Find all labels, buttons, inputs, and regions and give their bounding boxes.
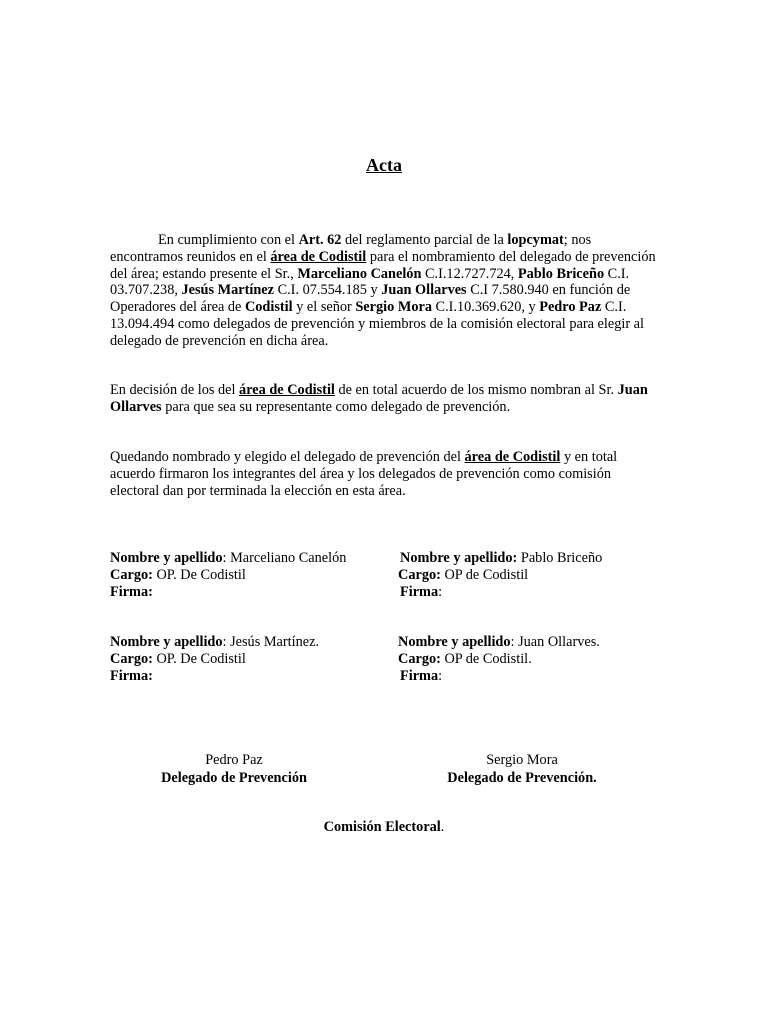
- bold-text: Juan Ollarves: [381, 282, 467, 299]
- cargo-label: Cargo:: [398, 650, 441, 667]
- cargo-value: OP de Codistil.: [440, 650, 532, 667]
- text: C.I. 03.707.238,: [110, 265, 630, 299]
- name-value: Marceliano Canelón: [230, 550, 347, 566]
- cargo-value: OP. De Codistil: [152, 566, 246, 583]
- name-line: [110, 550, 346, 567]
- text: En cumplimiento con el: [158, 232, 299, 248]
- firma-line: [398, 668, 600, 685]
- bold-text: Marceliano Canelón: [297, 265, 422, 282]
- separator: :: [438, 667, 443, 684]
- firma-label: Firma:: [110, 583, 153, 600]
- cargo-label: Cargo:: [398, 566, 441, 583]
- separator: :: [510, 634, 519, 650]
- firma-line: [110, 584, 346, 601]
- paragraph-conclusion: [110, 449, 658, 499]
- cargo-line: [398, 651, 600, 668]
- commission-label: Comisión Electoral: [323, 819, 441, 835]
- name-label: Nombre y apellido: [398, 634, 511, 650]
- underlined-bold-text: área de Codistil: [270, 248, 367, 265]
- signature-block-2: [398, 550, 602, 600]
- bold-text: Sergio Mora: [355, 299, 432, 316]
- underlined-bold-text: área de Codistil: [464, 449, 561, 465]
- name-line: [398, 550, 602, 567]
- firma-label: Firma: [400, 667, 439, 684]
- text: y el señor: [292, 299, 356, 316]
- name-label: Nombre y apellido:: [400, 550, 518, 566]
- text: C.I. 13.094.494 como delegados de prevención y miembros de la comisión electoral para elegir al delegado de prevención en dicha área.: [110, 299, 644, 349]
- text: C.I.10.369.620, y: [431, 299, 540, 316]
- cargo-label: Cargo:: [110, 566, 153, 583]
- name-label: Nombre y apellido: [110, 634, 223, 650]
- delegate-role: Delegado de Prevención.: [447, 770, 597, 786]
- firma-label: Firma:: [110, 667, 153, 684]
- name-value: Pablo Briceño: [520, 550, 603, 566]
- document-title: Acta: [366, 155, 402, 175]
- name-line: [398, 634, 600, 651]
- delegate-block-2: [412, 751, 632, 787]
- cargo-line: [398, 567, 602, 584]
- bold-text: Pablo Briceño: [517, 265, 605, 282]
- cargo-line: [110, 567, 346, 584]
- separator: :: [222, 634, 231, 650]
- text: para el nombramiento del delegado de prevención del área; estando presente el Sr.,: [110, 248, 656, 282]
- text: para que sea su representante como delegado de prevención.: [161, 398, 511, 415]
- text: C.I. 07.554.185 y: [274, 282, 382, 299]
- underlined-bold-text: área de Codistil: [239, 382, 335, 398]
- name-line: [110, 634, 319, 651]
- text: C.I 7.580.940 en función de Operadores del área de: [110, 282, 631, 316]
- cargo-value: OP de Codistil: [440, 566, 529, 583]
- text: de en total acuerdo de los mismo nombran al Sr.: [334, 382, 618, 398]
- signature-block-1: [110, 550, 346, 600]
- text: del reglamento parcial de la: [341, 232, 508, 248]
- bold-text: Pedro Paz: [539, 299, 602, 316]
- signature-block-4: [398, 634, 600, 684]
- text: ; nos encontramos reunidos en el: [110, 232, 592, 265]
- text: C.I.12.727.724,: [421, 265, 518, 282]
- name-value: Juan Ollarves.: [518, 634, 600, 650]
- text: y en total acuerdo firmaron los integrantes del área y los delegados de prevención como comisión electoral dan por terminada la elección en esta área.: [110, 449, 618, 499]
- paragraph-intro: [110, 232, 658, 350]
- name-label: Nombre y apellido: [110, 550, 223, 566]
- bold-text: Juan Ollarves: [110, 382, 648, 415]
- cargo-value: OP. De Codistil: [152, 650, 246, 667]
- bold-text: Art. 62: [298, 232, 342, 248]
- commission-signature: [284, 818, 484, 836]
- text: En decisión de los del: [110, 382, 240, 398]
- cargo-line: [110, 651, 319, 668]
- delegate-block-1: [134, 751, 334, 787]
- name-value: Jesús Martínez.: [230, 634, 320, 650]
- firma-line: [398, 584, 602, 601]
- firma-label: Firma: [400, 583, 439, 600]
- separator: :: [222, 550, 231, 566]
- signature-block-3: [110, 634, 319, 684]
- bold-text: Jesús Martínez: [181, 282, 274, 299]
- separator: :: [438, 583, 443, 600]
- paragraph-decision: [110, 382, 658, 416]
- text: Quedando nombrado y elegido el delegado de prevención del: [110, 449, 465, 465]
- cargo-label: Cargo:: [110, 650, 153, 667]
- bold-text: Codistil: [244, 299, 293, 316]
- delegate-name: Sergio Mora: [486, 752, 558, 768]
- separator: .: [440, 819, 445, 835]
- firma-line: [110, 668, 319, 685]
- delegate-name: Pedro Paz: [205, 752, 263, 768]
- delegate-role: Delegado de Prevención: [161, 770, 307, 786]
- bold-text: lopcymat: [507, 232, 564, 248]
